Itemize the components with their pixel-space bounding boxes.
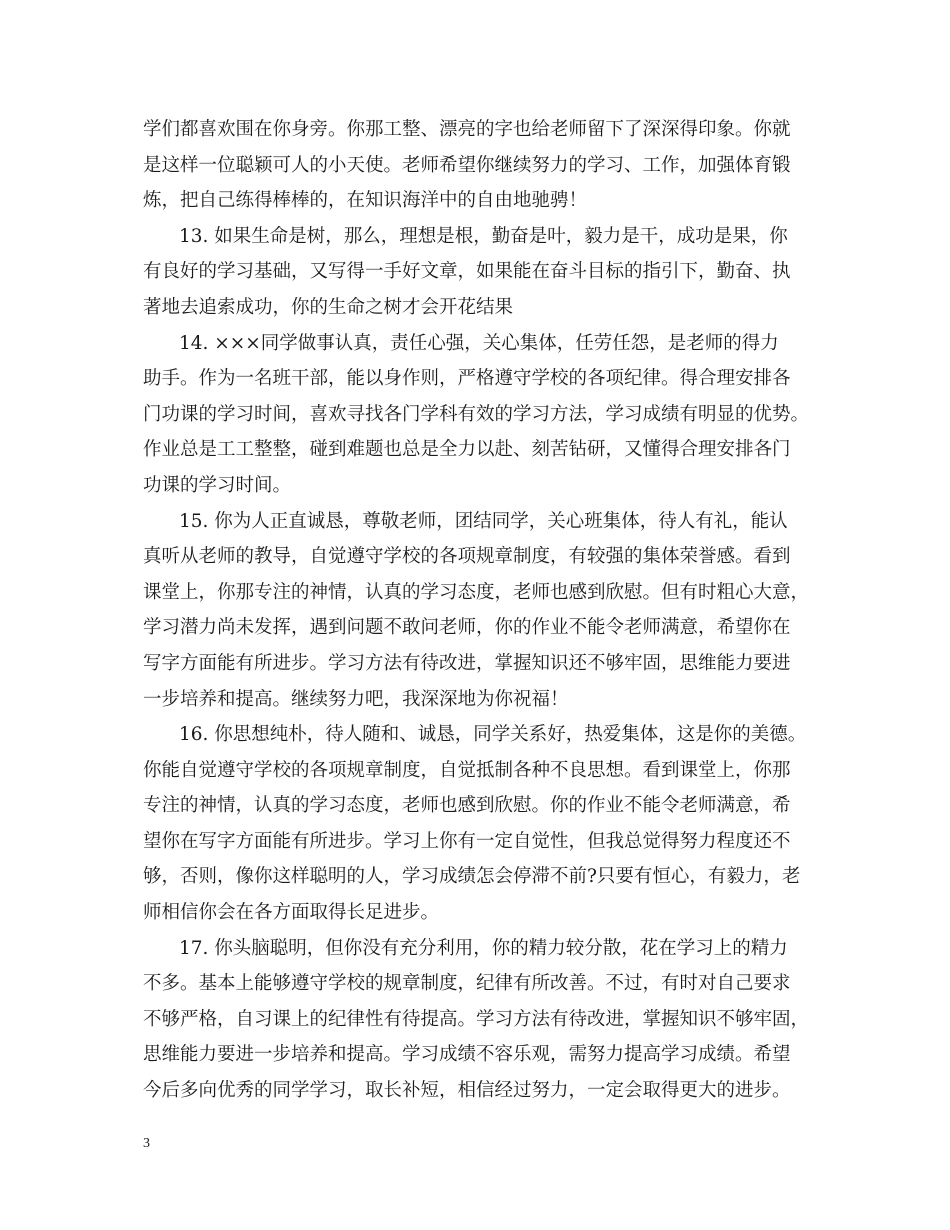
paragraph-15-first-line: 15. 你为人正直诚恳，尊敬老师，团结同学，关心班集体，待人有礼，能认 [179, 510, 788, 532]
text-line: 写字方面能有所进步。学习方法有待改进，掌握知识还不够牢固，思维能力要进 [143, 652, 791, 674]
paragraph-16-first-line: 16. 你思想纯朴，待人随和、诚恳，同学关系好，热爱集体，这是你的美德。 [179, 724, 807, 746]
text-line: 不够严格，自习课上的纪律性有待提高。学习方法有待改进，掌握知识不够牢固， [143, 1008, 810, 1030]
text-line: 一步培养和提高。继续努力吧，我深深地为你祝福！ [143, 688, 569, 710]
text-line: 学习潜力尚未发挥，遇到问题不敢问老师，你的作业不能令老师满意，希望你在 [143, 617, 791, 639]
paragraph-17-first-line: 17. 你头脑聪明，但你没有充分利用，你的精力较分散，花在学习上的精力 [179, 937, 788, 959]
text-line: 炼，把自己练得棒棒的，在知识海洋中的自由地驰骋！ [143, 190, 588, 212]
text-line: 真听从老师的教导，自觉遵守学校的各项规章制度，有较强的集体荣誉感。看到 [143, 546, 791, 568]
text-line: 作业总是工工整整，碰到难题也总是全力以赴、刻苦钻研，又懂得合理安排各门 [143, 439, 791, 461]
text-line: 不多。基本上能够遵守学校的规章制度，纪律有所改善。不过，有时对自己要求 [143, 973, 791, 995]
text-line: 专注的神情，认真的学习态度，老师也感到欣慰。你的作业不能令老师满意，希 [143, 795, 791, 817]
text-line: 学们都喜欢围在你身旁。你那工整、漂亮的字也给老师留下了深深得印象。你就 [143, 119, 791, 140]
text-line: 你能自觉遵守学校的各项规章制度，自觉抵制各种不良思想。看到课堂上，你那 [143, 759, 791, 781]
document-body [143, 112, 823, 1109]
text-line: 课堂上，你那专注的神情，认真的学习态度，老师也感到欣慰。但有时粗心大意， [143, 581, 810, 603]
text-line: 功课的学习时间。 [143, 474, 292, 496]
text-line: 师相信你会在各方面取得长足进步。 [143, 902, 440, 924]
text-line: 是这样一位聪颖可人的小天使。老师希望你继续努力的学习、工作，加强体育锻 [143, 154, 791, 176]
page-number: 3 [143, 1136, 150, 1151]
text-line: 助手。作为一名班干部，能以身作则，严格遵守学校的各项纪律。得合理安排各 [143, 368, 791, 390]
text-line: 门功课的学习时间，喜欢寻找各门学科有效的学习方法，学习成绩有明显的优势。 [143, 403, 810, 425]
text-line: 今后多向优秀的同学学习，取长补短，相信经过努力，一定会取得更大的进步。 [143, 1080, 791, 1102]
paragraph-13-first-line: 13. 如果生命是树，那么，理想是根，勤奋是叶，毅力是干，成功是果，你 [179, 225, 788, 247]
paragraph-14-first-line: 14. ×××同学做事认真，责任心强，关心集体，任劳任怨，是老师的得力 [179, 332, 779, 354]
text-line: 著地去追索成功，你的生命之树才会开花结果 [143, 296, 514, 318]
text-line: 思维能力要进一步培养和提高。学习成绩不容乐观，需努力提高学习成绩。希望 [143, 1044, 791, 1066]
text-line: 够，否则，像你这样聪明的人，学习成绩怎会停滞不前?只要有恒心，有毅力，老 [143, 866, 801, 888]
text-line: 望你在写字方面能有所进步。学习上你有一定自觉性，但我总觉得努力程度还不 [143, 830, 791, 852]
text-line: 有良好的学习基础，又写得一手好文章，如果能在奋斗目标的指引下，勤奋、执 [143, 261, 791, 283]
